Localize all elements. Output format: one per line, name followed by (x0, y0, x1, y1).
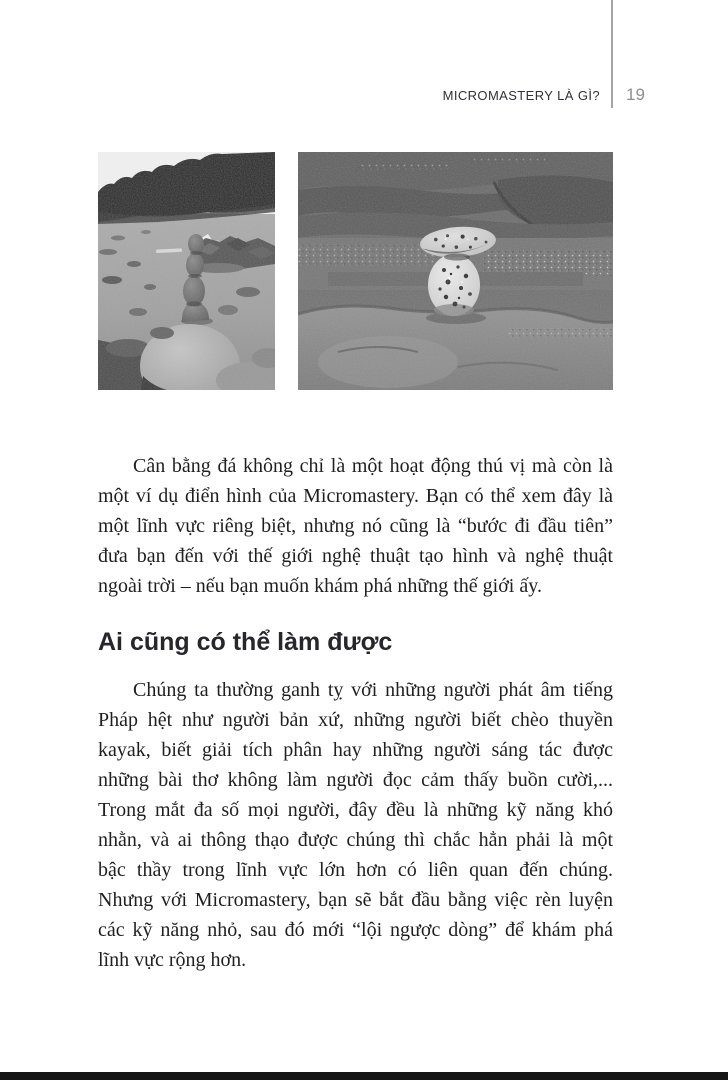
stone-stack-illustration (98, 152, 275, 390)
text-line: kayak, biết giải tích phân hay những người sáng tác được (98, 739, 613, 761)
page-number: 19 (626, 85, 645, 104)
photo-balanced-stones (298, 152, 613, 390)
intro-paragraph (98, 451, 613, 601)
text-line: đưa bạn đến với thế giới nghệ thuật tạo hình và nghệ thuật (98, 545, 613, 567)
section-paragraph (98, 675, 613, 975)
text-line: nhằn, và ai thông thạo được chúng thì chắc hẳn phải là một (98, 829, 613, 851)
header-divider-rule (611, 0, 613, 108)
text-line: một ví dụ điển hình của Micromastery. Bạn có thể xem đây là (98, 485, 613, 507)
text-line: Pháp hệt như người bản xứ, những người biết chèo thuyền (98, 709, 613, 731)
balanced-stones-illustration (298, 152, 613, 390)
section-heading: Ai cũng có thể làm được (98, 628, 393, 656)
text-line: Cân bằng đá không chỉ là một hoạt động thú vị mà còn là (133, 455, 613, 477)
text-line: bậc thầy trong lĩnh vực lớn hơn có liên quan đến chúng. (98, 859, 613, 881)
round-speckled-stone (428, 254, 480, 316)
text-line: Chúng ta thường ganh tỵ với những người phát âm tiếng (133, 679, 613, 701)
text-line: những bài thơ không làm người đọc cảm thấy buồn cười,... (98, 769, 613, 791)
footer-black-bar (0, 1072, 728, 1080)
text-line: lĩnh vực rộng hơn. (98, 949, 247, 971)
text-line: ngoài trời – nếu bạn muốn khám phá những thế giới ấy. (98, 575, 542, 597)
running-header-title: MICROMASTERY LÀ GÌ? (442, 88, 600, 103)
text-line: Trong mắt đa số mọi người, đây đều là những kỹ năng khó (98, 799, 613, 821)
photo-stone-stack-beach (98, 152, 275, 390)
text-line: các kỹ năng nhỏ, sau đó mới “lội ngược dòng” để khám phá (98, 919, 613, 941)
text-line: Nhưng với Micromastery, bạn sẽ bắt đầu bằng việc rèn luyện (98, 889, 613, 911)
text-line: một lĩnh vực riêng biệt, nhưng nó cũng là “bước đi đầu tiên” (98, 515, 613, 537)
